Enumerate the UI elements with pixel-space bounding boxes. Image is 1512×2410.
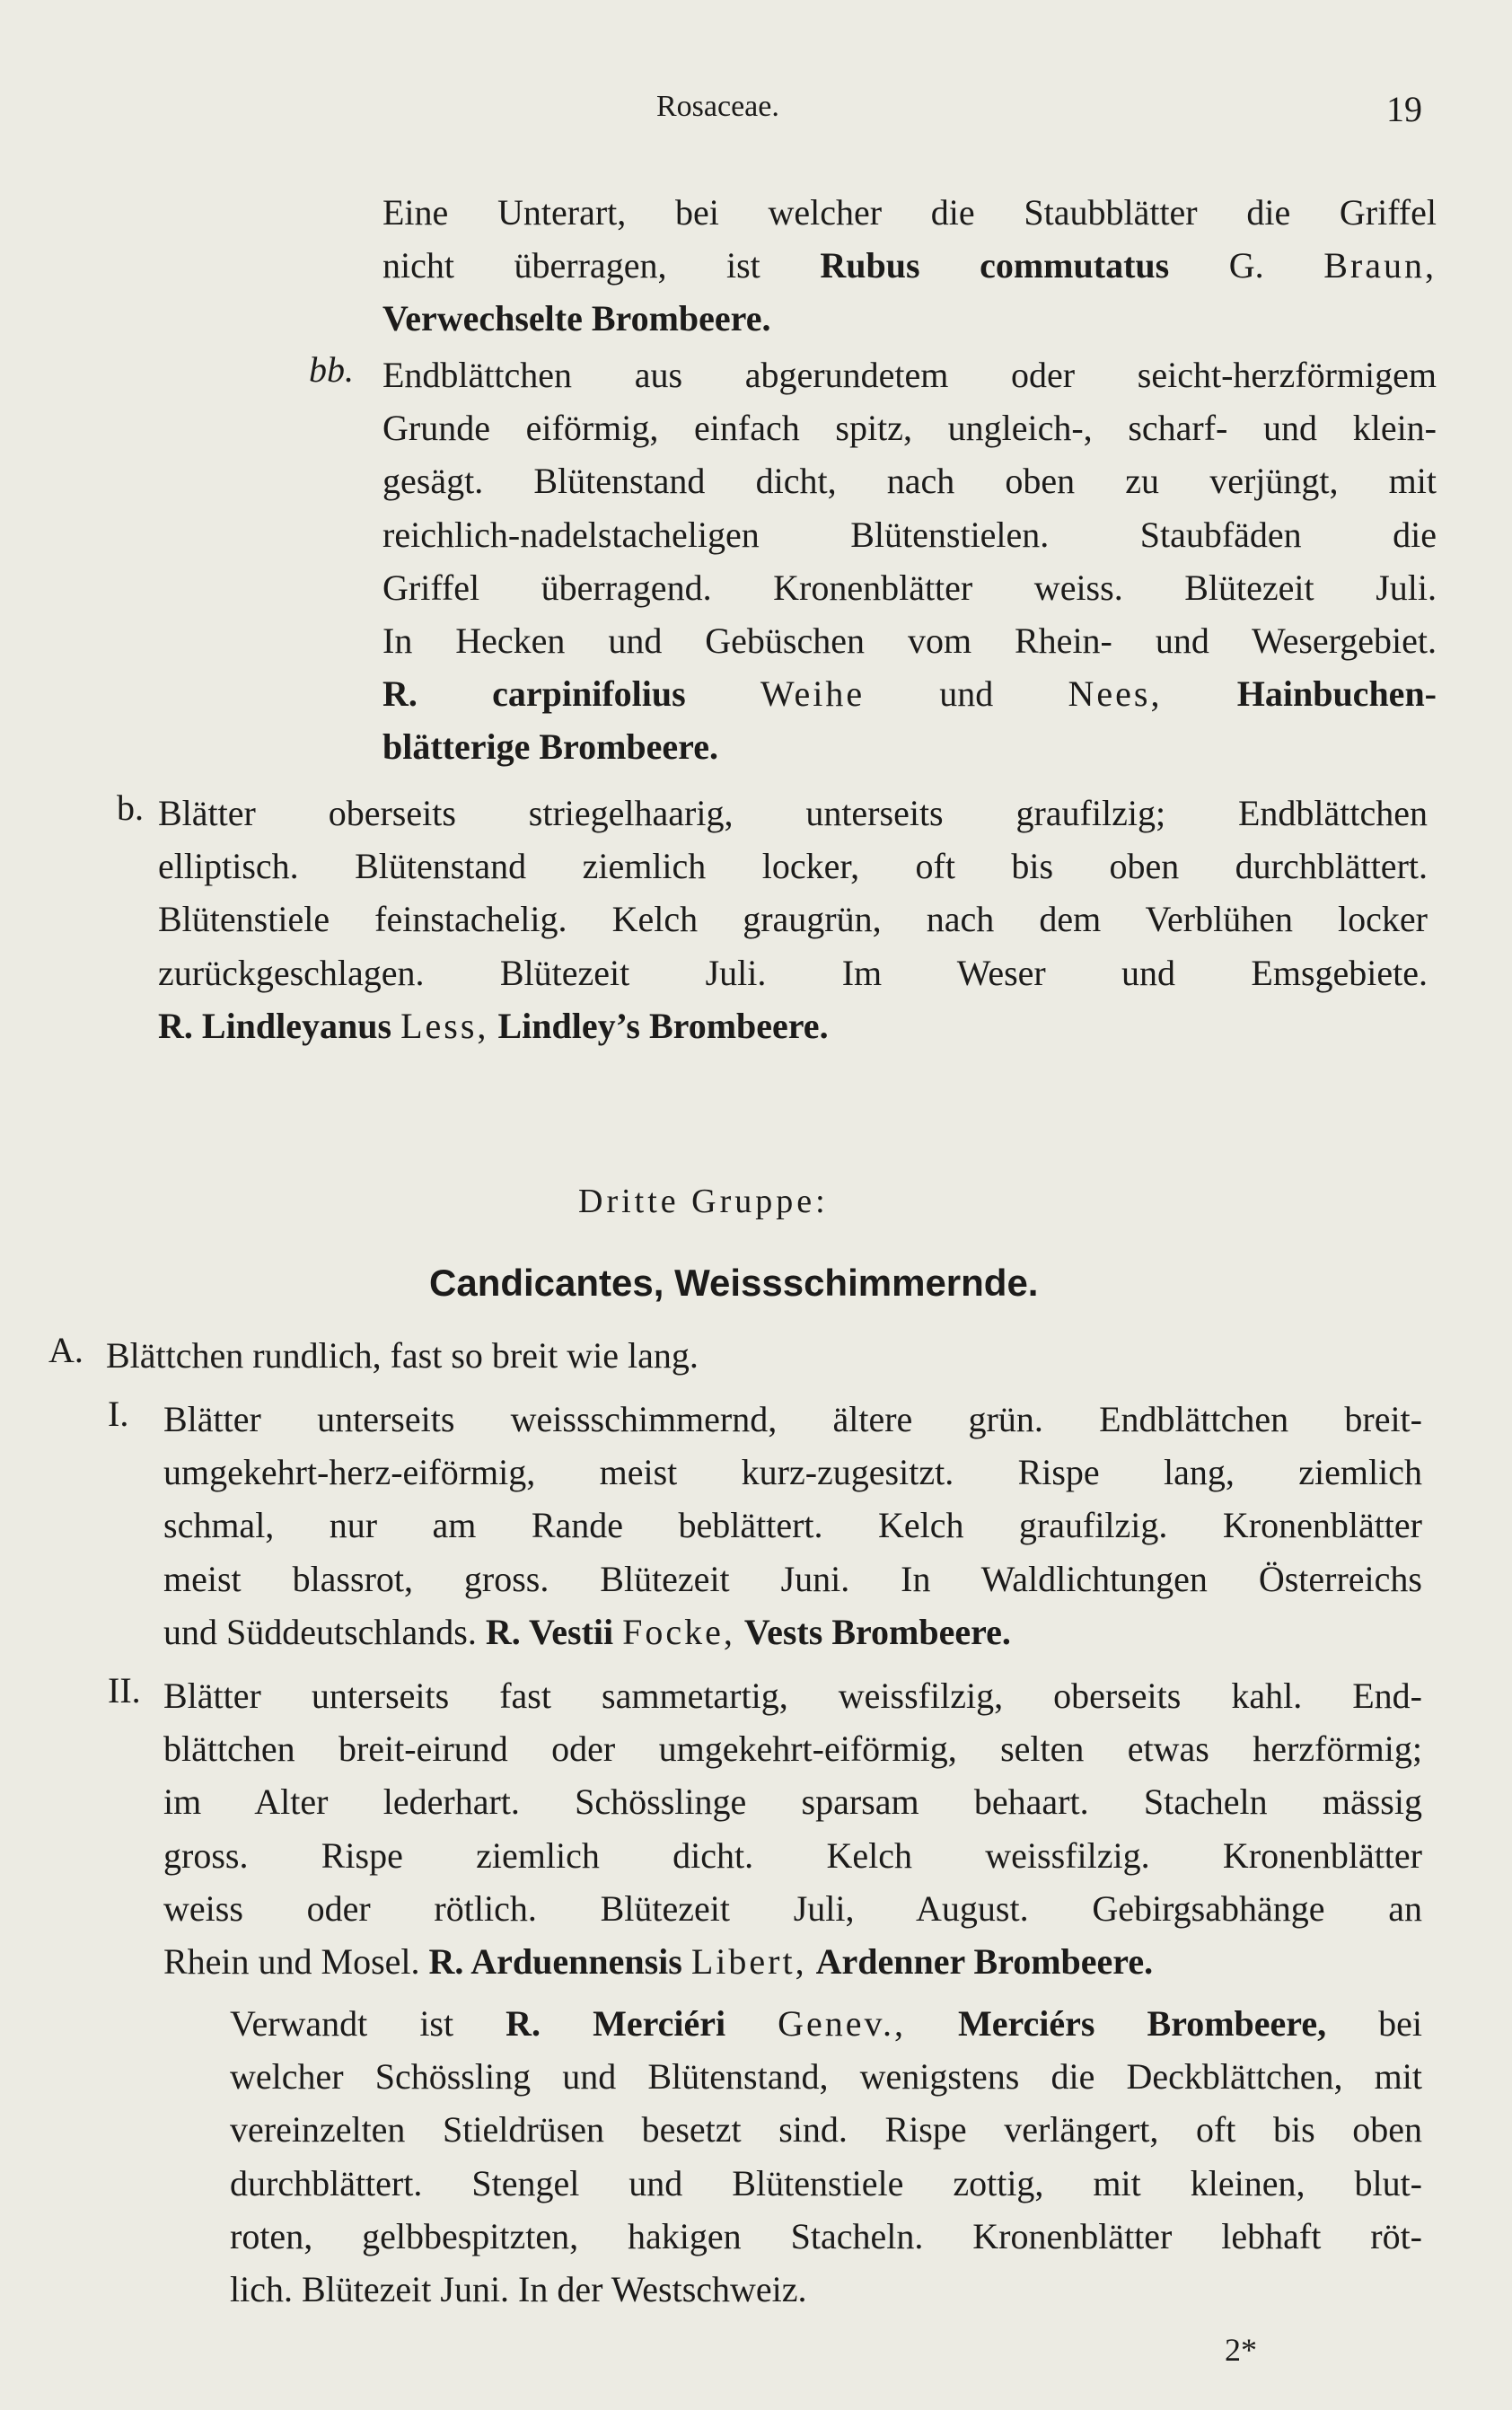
text-run: Less, [400, 1005, 489, 1046]
bold-term: Verwechselte Brombeere. [382, 298, 771, 339]
text-run: zurückgeschlagen. Blütezeit Juli. Im Weser und Emsgebiete. [158, 952, 1428, 993]
bold-term: Vests Brombeere. [743, 1611, 1011, 1652]
text-run: bei [1326, 2003, 1422, 2044]
text-run: blättchen breit-eirund oder umgekehrt-eiförmig, selten etwas herzförmig; [163, 1728, 1422, 1770]
text-line [382, 720, 1437, 773]
text-run [391, 1006, 400, 1046]
text-line [163, 1669, 1422, 1722]
text-run: reichlich-nadelstacheligen Blütenstielen. Staubfäden die [382, 514, 1437, 555]
entry-carpinifolius [382, 348, 1437, 774]
paragraph-rubus-commutatus [382, 186, 1437, 346]
text-run [725, 2003, 778, 2044]
running-title: Rosaceae. [656, 90, 779, 123]
text-line [382, 401, 1437, 454]
text-line [163, 1552, 1422, 1605]
text-line [163, 1829, 1422, 1882]
text-line [163, 2263, 1422, 2316]
text-run: meist blassrot, gross. Blütezeit Juni. In Waldlichtungen Österreichs [163, 1558, 1422, 1599]
text-line [163, 1499, 1422, 1552]
text-run [682, 1941, 691, 1982]
text-line [163, 1882, 1422, 1935]
text-run: Blättchen rundlich, fast so breit wie lang. [106, 1335, 699, 1376]
text-run: umgekehrt-herz-eiförmig, meist kurz-zugesitzt. Rispe lang, ziemlich [163, 1452, 1422, 1493]
text-run: durchblättert. Stengel und Blütenstiele zottig, mit kleinen, blut- [230, 2162, 1422, 2203]
text-line [163, 1605, 1422, 1658]
text-line [106, 1329, 1094, 1382]
text-run: Blütenstiele feinstachelig. Kelch graugrün, nach dem Verblühen locker [158, 899, 1428, 940]
text-run: im Alter lederhart. Schösslinge sparsam behaart. Stacheln mässig [163, 1781, 1422, 1823]
text-line [163, 2157, 1422, 2210]
text-run: weiss oder rötlich. Blütezeit Juli, August. Gebirgsabhänge an [163, 1887, 1422, 1929]
text-line [382, 292, 1437, 345]
bold-term: R. carpinifolius [382, 673, 686, 715]
paragraph-mercieri [163, 1997, 1422, 2316]
text-run: vereinzelten Stieldrüsen besetzt sind. Rispe verlängert, oft bis oben [230, 2109, 1422, 2151]
item-marker-A: A. [48, 1330, 84, 1370]
item-marker-b: b. [117, 787, 144, 828]
text-line [158, 946, 1428, 999]
bold-term: blätterige Brombeere. [382, 726, 718, 768]
text-line [163, 1393, 1422, 1446]
text-line [382, 508, 1437, 561]
text-line [158, 840, 1428, 893]
text-run: gross. Rispe ziemlich dicht. Kelch weissfilzig. Kronenblätter [163, 1834, 1422, 1876]
text-run: Weihe [760, 673, 866, 715]
section-heading: Dritte Gruppe: [578, 1183, 829, 1220]
bold-term: Rubus commutatus [820, 245, 1170, 286]
text-run: Braun, [1323, 245, 1437, 286]
bold-term: Merciérs Brombeere, [958, 2003, 1327, 2044]
bold-term: Hainbuchen- [1236, 673, 1437, 715]
text-line [158, 999, 1428, 1052]
section-title: Candicantes, Weissschimmernde. [429, 1262, 1039, 1304]
text-run: Rhein und Mosel. [163, 1941, 429, 1983]
text-run: und [865, 673, 1068, 715]
text-line [163, 1775, 1422, 1828]
bold-term: R. Lindleyanus [158, 1005, 392, 1046]
text-line [163, 1722, 1422, 1775]
text-run [613, 1612, 622, 1652]
item-marker-bb: bb. [309, 349, 354, 390]
text-line [163, 1446, 1422, 1499]
text-run: Nees, [1068, 673, 1163, 715]
text-run: Grunde eiförmig, einfach spitz, ungleich-, scharf- und klein- [382, 408, 1437, 449]
text-line [382, 614, 1437, 667]
text-run: schmal, nur am Rande beblättert. Kelch graufilzig. Kronenblätter [163, 1505, 1422, 1546]
text-run: nicht überragen, ist [382, 245, 821, 286]
text-line [382, 186, 1437, 239]
text-run: In Hecken und Gebüschen vom Rhein- und Wesergebiet. [382, 620, 1437, 662]
text-line [158, 893, 1428, 946]
text-line [163, 2103, 1422, 2156]
text-line [382, 239, 1437, 292]
text-run: Blätter oberseits striegelhaarig, unterseits graufilzig; Endblättchen [158, 793, 1428, 833]
text-run [906, 2003, 958, 2044]
text-run: Blätter unterseits fast sammetartig, weissfilzig, oberseits kahl. End- [163, 1676, 1422, 1716]
text-run [1163, 673, 1237, 714]
text-run [807, 1941, 816, 1982]
key-A-blaettchen [106, 1329, 1094, 1382]
text-line [163, 1935, 1422, 1988]
text-run: und Süddeutschlands. [163, 1611, 486, 1652]
text-line [163, 1997, 1422, 2050]
text-run [735, 1612, 744, 1652]
text-run: Libert, [690, 1941, 807, 1983]
entry-lindleyanus [158, 787, 1428, 1052]
text-line [163, 2050, 1422, 2103]
text-run: Blätter unterseits weissschimmernd, ältere grün. Endblättchen breit- [163, 1399, 1422, 1439]
text-line [382, 348, 1437, 401]
bold-term: R. Merciéri [505, 2003, 726, 2044]
text-run: Focke, [622, 1611, 735, 1652]
bold-term: Lindley’s Brombeere. [497, 1005, 829, 1046]
text-line [382, 561, 1437, 614]
text-run: Endblättchen aus abgerundetem oder seicht-herzförmigem [382, 355, 1437, 395]
text-run: G. [1169, 245, 1324, 286]
entry-vestii [163, 1393, 1422, 1658]
text-run [488, 1006, 497, 1046]
text-line [382, 454, 1437, 507]
item-marker-I: I. [108, 1394, 129, 1434]
bold-term: R. Vestii [485, 1611, 614, 1652]
text-run: Verwandt ist [230, 2003, 506, 2044]
text-run: Griffel überragend. Kronenblätter weiss. Blütezeit Juli. [382, 567, 1437, 608]
page-number: 19 [1386, 89, 1422, 129]
text-run: gesägt. Blütenstand dicht, nach oben zu verjüngt, mit [382, 461, 1437, 502]
signature-mark: 2* [1225, 2332, 1257, 2368]
text-run: lich. Blütezeit Juni. In der Westschweiz. [230, 2269, 807, 2310]
text-run: Eine Unterart, bei welcher die Staubblätter die Griffel [382, 192, 1437, 233]
text-run: roten, gelbbespitzten, hakigen Stacheln. Kronenblätter lebhaft röt- [230, 2215, 1422, 2256]
entry-arduennensis [163, 1669, 1422, 1988]
text-run: elliptisch. Blütenstand ziemlich locker, oft bis oben durchblättert. [158, 846, 1428, 887]
text-line [382, 667, 1437, 720]
text-run [686, 673, 760, 714]
text-run: Genev., [778, 2003, 906, 2044]
item-marker-II: II. [108, 1670, 141, 1711]
bold-term: R. Arduennensis [428, 1941, 682, 1983]
text-line [158, 787, 1428, 840]
text-run: welcher Schössling und Blütenstand, wenigstens die Deckblättchen, mit [230, 2056, 1422, 2098]
bold-term: Ardenner Brombeere. [815, 1941, 1154, 1983]
text-line [163, 2210, 1422, 2263]
